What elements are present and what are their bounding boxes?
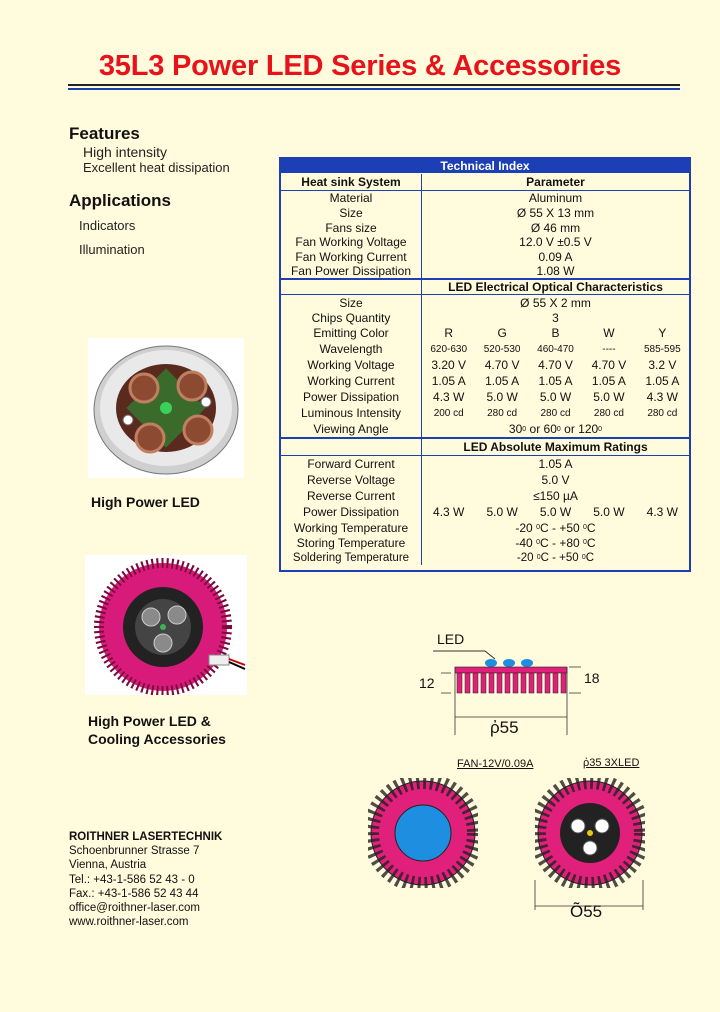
cell: 5.0 W xyxy=(539,505,572,519)
row-value: 12.0 V ±0.5 V xyxy=(421,235,689,249)
row-label: Size xyxy=(339,205,363,220)
cell: 4.3 W xyxy=(433,390,465,404)
cell: 280 cd xyxy=(487,407,518,419)
row-label: Power Dissipation xyxy=(302,505,400,519)
degree: 0 xyxy=(522,425,527,433)
color-g: G xyxy=(497,326,507,340)
caption-accessories-line1: High Power LED & xyxy=(88,713,211,729)
color-r: R xyxy=(444,326,454,340)
cell: 585-595 xyxy=(643,343,681,355)
temp-unit: C xyxy=(585,551,595,564)
website-link[interactable]: www.roithner-laser.com xyxy=(69,916,189,929)
temp-low: -20 xyxy=(515,520,533,535)
angle-a: 30 xyxy=(508,422,523,436)
cell: 460-470 xyxy=(537,343,574,355)
cell: 5.0 W xyxy=(486,390,518,404)
cell: 1.05 A xyxy=(591,374,626,388)
fan-top-view xyxy=(368,778,478,888)
temp-low: -40 xyxy=(515,535,533,550)
cell: 1.05 A xyxy=(538,374,573,388)
color-b: B xyxy=(551,326,560,340)
row-label: Working Temperature xyxy=(293,520,409,535)
row-value: Ø 55 X 13 mm xyxy=(421,205,689,220)
color-w: W xyxy=(603,326,615,340)
table-row xyxy=(281,488,689,504)
heat-sink-header: Heat sink System xyxy=(301,175,401,189)
cell: 4.70 V xyxy=(591,358,627,372)
phone: Tel.: +43-1-586 52 43 - 0 xyxy=(69,873,195,886)
cell: 620-630 xyxy=(430,343,468,355)
degree: 0 xyxy=(536,539,540,546)
cell: 4.3 W xyxy=(646,505,678,519)
row-label: Fan Working Current xyxy=(295,249,407,264)
cell: 4.3 W xyxy=(433,505,465,519)
table-row xyxy=(281,357,689,373)
row-value: 3 xyxy=(421,310,689,325)
color-y: Y xyxy=(658,326,667,340)
row-label: Reverse Voltage xyxy=(306,473,396,487)
table-row xyxy=(281,405,689,421)
max-ratings-heading-row xyxy=(281,439,689,455)
title-rule-black xyxy=(68,84,680,86)
table-row xyxy=(281,235,689,249)
cell: 1.05 A xyxy=(431,374,466,388)
electrical-heading: LED Electrical Optical Characteristics xyxy=(421,280,689,294)
application-item: Illumination xyxy=(79,242,145,257)
temp-mid: C - +80 xyxy=(539,535,580,550)
row-label: Size xyxy=(339,295,363,310)
viewing-angle-value xyxy=(421,421,689,437)
fan-label: FAN-12V/0.09A xyxy=(457,758,534,770)
cell: 5.0 W xyxy=(539,390,572,404)
row-value: Ø 55 X 2 mm xyxy=(421,295,689,310)
table-row xyxy=(281,504,689,520)
angle-c: or 120 xyxy=(564,422,599,436)
row-label: Luminous Intensity xyxy=(300,406,402,420)
cell: 4.70 V xyxy=(484,358,520,372)
row-value: 5.0 V xyxy=(421,472,689,488)
temp-unit: C xyxy=(586,520,596,535)
row-label: Working Voltage xyxy=(307,358,395,372)
table-row xyxy=(281,220,689,235)
max-ratings-heading: LED Absolute Maximum Ratings xyxy=(421,439,689,455)
cooling-accessory-photo xyxy=(85,555,247,695)
cell: 4.3 W xyxy=(646,390,678,404)
degree: 0 xyxy=(581,554,586,561)
temp-low: -20 xyxy=(516,551,534,564)
row-value: 0.09 A xyxy=(421,249,689,264)
row-label: Power Dissipation xyxy=(302,390,400,404)
table-title: Technical Index xyxy=(281,159,689,173)
table-row xyxy=(281,264,689,278)
table-row xyxy=(281,249,689,264)
feature-item: High intensity xyxy=(83,144,168,160)
cell: 3.20 V xyxy=(431,358,467,372)
title-rule-blue xyxy=(68,88,680,90)
row-label: Emitting Color xyxy=(313,326,389,340)
row-value: 1.08 W xyxy=(421,264,689,278)
page-title: 35L3 Power LED Series & Accessories xyxy=(98,50,622,82)
table-row xyxy=(281,341,689,357)
heat-sink-header-row xyxy=(281,174,689,190)
row-label: Fan Working Voltage xyxy=(295,235,407,249)
feature-item: Excellent heat dissipation xyxy=(83,160,230,175)
contact-block xyxy=(69,830,222,929)
row-value: ≤150 µA xyxy=(421,488,689,504)
table-row xyxy=(281,325,689,341)
cell: 3.2 V xyxy=(648,358,677,372)
company-name: ROITHNER LASERTECHNIK xyxy=(69,831,223,843)
degree: 0 xyxy=(536,554,541,561)
cell: 280 cd xyxy=(593,407,624,419)
table-row xyxy=(281,295,689,310)
row-label: Forward Current xyxy=(307,457,395,471)
table-row xyxy=(281,535,689,550)
table-row xyxy=(281,550,689,565)
cell: 4.70 V xyxy=(538,358,573,372)
row-value: Aluminum xyxy=(421,191,689,205)
table-row xyxy=(281,456,689,472)
row-label: Soldering Temperature xyxy=(292,551,410,564)
degree: 0 xyxy=(583,539,587,546)
height-12-label: 12 xyxy=(419,675,435,691)
led-count-label: ῤ35 3XLED xyxy=(583,757,640,769)
table-row xyxy=(281,310,689,325)
cell: ---- xyxy=(602,343,616,355)
caption-high-power-led: High Power LED xyxy=(91,494,200,510)
cell: 200 cd xyxy=(433,407,464,419)
table-row xyxy=(281,389,689,405)
led-board-top-view xyxy=(535,778,645,888)
fax: Fax.: +43-1-586 52 43 44 xyxy=(69,887,199,900)
row-label: Chips Quantity xyxy=(311,310,391,325)
table-row xyxy=(281,191,689,205)
degree: 0 xyxy=(598,425,603,433)
email-link[interactable]: office@roithner-laser.com xyxy=(69,902,200,915)
row-label: Wavelength xyxy=(319,342,383,356)
table-row xyxy=(281,421,689,437)
cell: 5.0 W xyxy=(593,505,625,519)
applications-heading: Applications xyxy=(69,191,172,210)
cell: 280 cd xyxy=(540,407,571,419)
temp-mid: C - +50 xyxy=(539,520,580,535)
row-value: 1.05 A xyxy=(421,456,689,472)
cell: 520-530 xyxy=(483,343,521,355)
row-label: Fan Power Dissipation xyxy=(290,264,412,278)
cell: 1.05 A xyxy=(645,374,680,388)
angle-b: or 60 xyxy=(529,422,557,436)
table-row xyxy=(281,373,689,389)
row-label: Reverse Current xyxy=(306,489,396,503)
high-power-led-photo xyxy=(88,338,244,478)
diameter-55-label: ῤ55 xyxy=(490,718,519,737)
height-18-label: 18 xyxy=(584,670,600,686)
parameter-header: Parameter xyxy=(421,174,689,190)
city: Vienna, Austria xyxy=(69,859,147,872)
led-label: LED xyxy=(437,631,465,647)
row-label: Material xyxy=(329,191,373,205)
technical-index-table xyxy=(279,157,691,572)
caption-accessories-line2: Cooling Accessories xyxy=(88,731,226,747)
row-label: Storing Temperature xyxy=(296,535,406,550)
row-value xyxy=(421,520,689,535)
cell: 1.05 A xyxy=(485,374,520,388)
degree: 0 xyxy=(556,425,561,433)
table-row xyxy=(281,472,689,488)
cell: 5.0 W xyxy=(486,505,518,519)
cell: 5.0 W xyxy=(593,390,625,404)
street: Schoenbrunner Strasse 7 xyxy=(69,845,200,858)
electrical-heading-row xyxy=(281,280,689,294)
row-value xyxy=(421,550,689,565)
table-row xyxy=(281,205,689,220)
row-value xyxy=(421,535,689,550)
table-row xyxy=(281,520,689,535)
degree: 0 xyxy=(583,524,587,531)
row-value: Ø 46 mm xyxy=(421,220,689,235)
application-item: Indicators xyxy=(79,218,136,233)
features-heading: Features xyxy=(69,124,140,143)
row-label: Working Current xyxy=(307,374,395,388)
row-label: Viewing Angle xyxy=(313,422,389,436)
cell: 280 cd xyxy=(647,407,678,419)
temp-unit: C xyxy=(586,535,596,550)
row-label: Fans size xyxy=(325,220,377,235)
degree: 0 xyxy=(536,524,540,531)
temp-mid: C - +50 xyxy=(540,551,579,564)
diameter-55-bottom-label: Õ55 xyxy=(570,902,603,921)
